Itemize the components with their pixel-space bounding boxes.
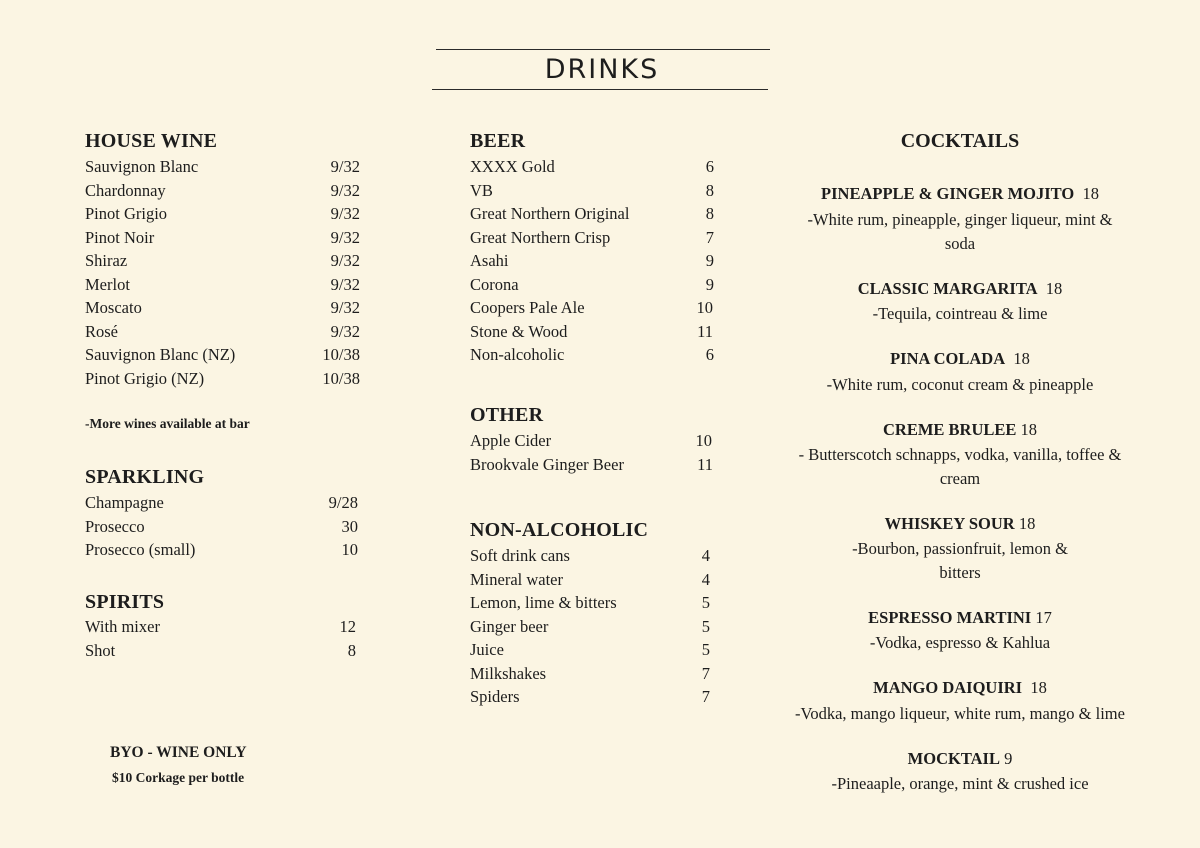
list-item: Corona 9 [470,274,714,294]
cocktail-title: ESPRESSO MARTINI 17 [868,608,1052,627]
cocktail-description: - Butterscotch schnapps, vodka, vanilla, toffee & cream [798,445,1122,488]
house-wine-heading: HOUSE WINE [85,130,218,152]
corkage-note: $10 Corkage per bottle [112,770,245,785]
cocktail-description: -Vodka, espresso & Kahlua [869,633,1051,652]
list-item: Pinot Grigio 9/32 [85,204,360,223]
cocktail-title: CREME BRULEE 18 [882,420,1038,439]
list-item: Shot 8 [85,640,356,660]
cocktail-description: -Pineaaple, orange, mint & crushed ice [831,774,1089,793]
cocktail-description: -Tequila, cointreau & lime [872,304,1048,323]
cocktails-heading: COCKTAILS [900,130,1020,152]
list-item: Lemon, lime & bitters 5 [470,593,710,612]
cocktail-title: WHISKEY SOUR 18 [884,514,1036,533]
menu-title-block [432,47,772,93]
list-item: VB 8 [470,180,714,200]
list-item: Spiders 7 [470,687,710,706]
list-item: Juice 5 [470,640,710,659]
cocktail-title: MANGO DAIQUIRI 18 [873,678,1047,697]
cocktail-title: PINEAPPLE & GINGER MOJITO 18 [821,184,1099,203]
list-item: Sauvignon Blanc (NZ) 10/38 [85,345,360,364]
list-item: Sauvignon Blanc 9/32 [85,157,360,176]
list-item: Pinot Grigio (NZ) 10/38 [85,368,360,388]
cocktail-title: MOCKTAIL 9 [907,749,1013,768]
byo-heading: BYO - WINE ONLY [110,744,247,761]
cocktail-title: PINA COLADA 18 [890,349,1030,368]
list-item: Chardonnay 9/32 [85,180,360,200]
cocktail-description: -Bourbon, passionfruit, lemon & bitters [852,539,1068,582]
list-item: Prosecco (small) 10 [85,540,358,559]
beer-heading: BEER [470,130,526,152]
list-item: Milkshakes 7 [470,663,710,683]
list-item: Brookvale Ginger Beer 11 [470,454,713,474]
list-item: Prosecco 30 [85,516,358,536]
cocktail-description: -White rum, pineapple, ginger liqueur, mint & soda [807,210,1113,253]
list-item: XXXX Gold 6 [470,157,714,176]
list-item: Great Northern Original 8 [470,204,714,223]
list-item: Pinot Noir 9/32 [85,227,360,247]
list-item: Moscato 9/32 [85,298,360,317]
list-item: Apple Cider 10 [470,431,712,450]
list-item: Ginger beer 5 [470,616,710,636]
other-heading: OTHER [470,404,544,426]
list-item: Non-alcoholic 6 [470,345,714,364]
list-item: Asahi 9 [470,251,714,270]
list-item: Stone & Wood 11 [470,321,713,341]
more-wines-note: -More wines available at bar [85,416,250,431]
cocktail-description: -Vodka, mango liqueur, white rum, mango & lime [795,704,1125,723]
spirits-heading: SPIRITS [85,591,165,613]
list-item: Great Northern Crisp 7 [470,227,714,247]
list-item: Coopers Pale Ale 10 [470,298,713,317]
list-item: Champagne 9/28 [85,493,358,512]
page-title: DRINKS [544,54,660,85]
list-item: Mineral water 4 [470,569,710,589]
non-alcoholic-heading: NON-ALCOHOLIC [470,519,649,541]
title-rule-bottom [432,89,768,90]
list-item: Soft drink cans 4 [470,546,710,565]
title-rule-top [436,49,770,50]
list-item: With mixer 12 [85,617,356,636]
sparkling-heading: SPARKLING [85,466,205,488]
cocktail-title: CLASSIC MARGARITA 18 [857,279,1063,298]
list-item: Shiraz 9/32 [85,251,360,270]
list-item: Merlot 9/32 [85,274,360,294]
list-item: Rosé 9/32 [85,321,360,341]
cocktail-description: -White rum, coconut cream & pineapple [826,375,1094,394]
